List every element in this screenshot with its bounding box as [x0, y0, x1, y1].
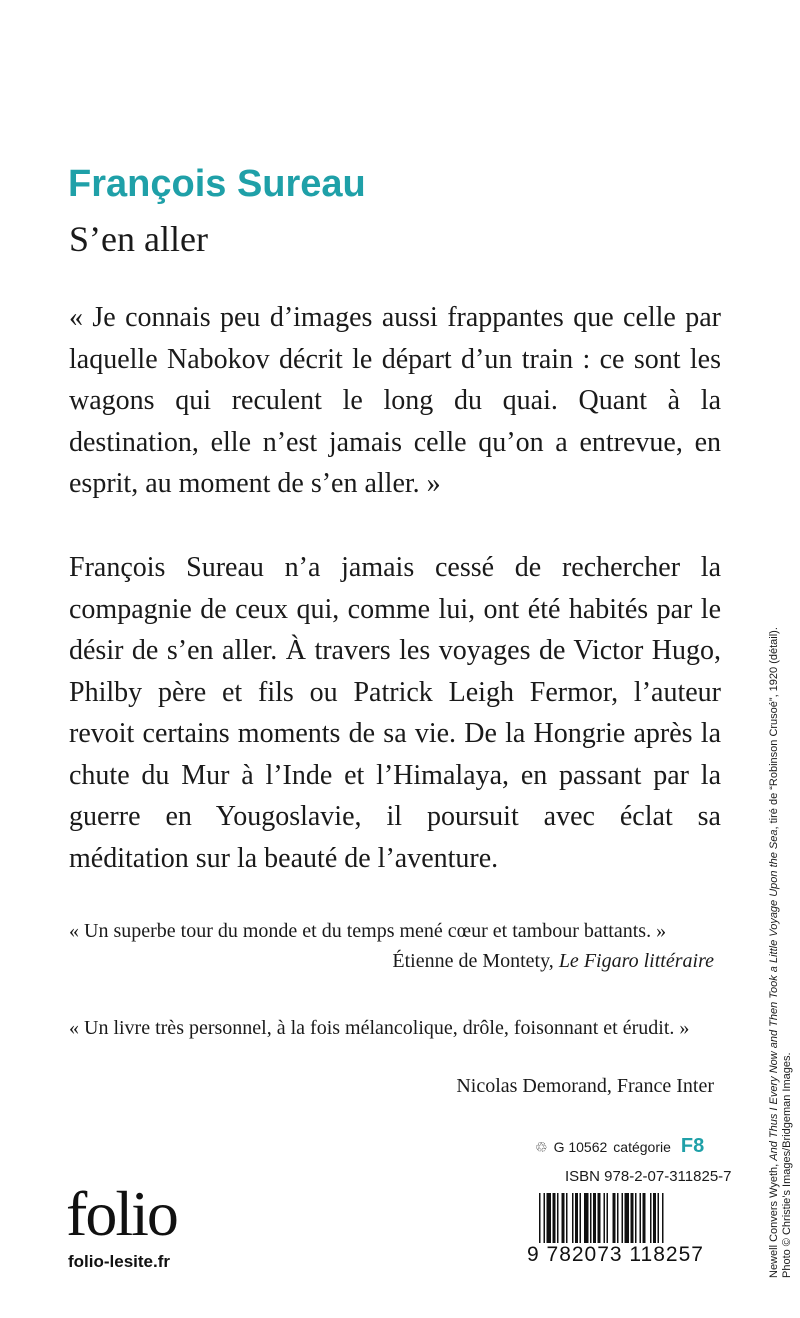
summary-paragraph: François Sureau n’a jamais cessé de rechercher la compagnie de ceux qui, comme lui, ont été habités par le désir de s’en aller. À travers les voyages de Victor Hugo, Philby père et fils ou Patrick Leigh Fermor, l’auteur revoit certains moments de sa vie. De la Hongrie après la chute du Mur à l’Inde et l’Himalaya, en passant par la guerre en Yougoslavie, il poursuit avec éclat sa méditation sur la beauté de l’aventure.	[69, 552, 721, 874]
category-code: F8	[680, 1135, 705, 1157]
catalog-row	[535, 1135, 704, 1161]
publisher-website: folio-lesite.fr	[68, 1252, 171, 1271]
cover-credit-line-1: Newell Convers Wyeth, And Thus I Every Now and Then Took a Little Voyage Upon the Sea, tiré de “Robinson Crusoé”, 1920 (détail).	[768, 627, 780, 1278]
review-attribution-1	[392, 950, 714, 973]
review-attribution-1-source: Le Figaro littéraire	[558, 950, 714, 972]
review-attribution-2: Nicolas Demorand, France Inter	[456, 1075, 714, 1097]
author-name: François Sureau	[68, 163, 366, 205]
recycle-icon: ♲	[535, 1139, 548, 1155]
folio-logo: folio	[66, 1178, 177, 1249]
category-label: catégorie	[613, 1139, 671, 1155]
cover-credit	[768, 627, 794, 1278]
isbn: ISBN 978-2-07-311825-7	[565, 1168, 732, 1185]
catalog-code: G 10562	[553, 1139, 608, 1155]
review-quote-1: « Un superbe tour du monde et du temps mené cœur et tambour battants. »	[69, 920, 667, 942]
opening-quote-paragraph: « Je connais peu d’images aussi frappantes que celle par laquelle Nabokov décrit le départ d’un train : ce sont les wagons qui reculent le long du quai. Quant à la destination, elle n’est jamais celle qu’on a entrevue, en esprit, au moment de s’en aller. »	[69, 302, 721, 499]
book-title: S’en aller	[69, 219, 208, 259]
barcode-number: 9 782073 118257	[527, 1243, 719, 1267]
review-attribution-1-name: Étienne de Montety,	[392, 950, 554, 972]
review-quote-2: « Un livre très personnel, à la fois mélancolique, drôle, foisonnant et érudit. »	[69, 1017, 690, 1039]
cover-credit-line-2: Photo © Christie’s Images/Bridgeman Images.	[781, 1052, 793, 1278]
